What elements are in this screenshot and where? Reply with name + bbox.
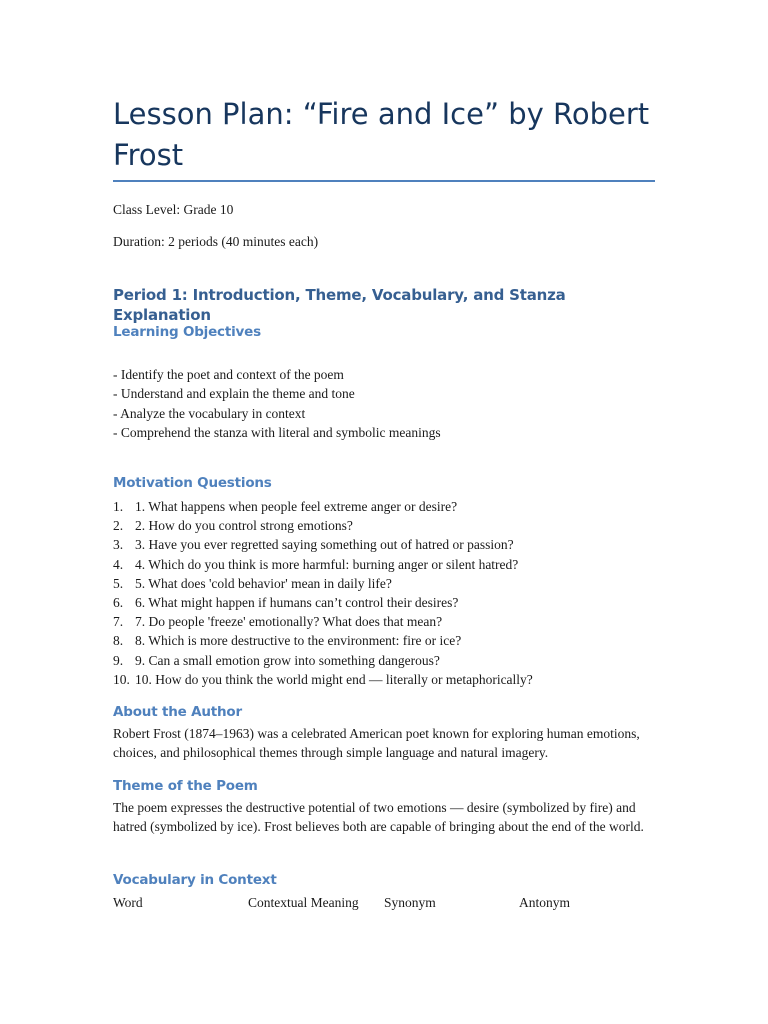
list-number: 10.	[113, 671, 130, 687]
list-item: - Understand and explain the theme and tone	[113, 386, 355, 402]
list-number: 7.	[113, 614, 124, 630]
question-text: 4. Which do you think is more harmful: burning anger or silent hatred?	[135, 556, 519, 572]
column-header-word: Word	[113, 895, 143, 910]
question-text: 2. How do you control strong emotions?	[135, 518, 353, 534]
title-underline	[113, 180, 655, 182]
list-number: 2.	[113, 518, 124, 534]
list-item	[113, 516, 533, 535]
list-item	[113, 535, 533, 554]
list-item	[113, 612, 533, 631]
question-text: 10. How do you think the world might end — literally or metaphorically?	[135, 671, 533, 687]
duration: Duration: 2 periods (40 minutes each)	[113, 234, 319, 249]
class-level: Class Level: Grade 10	[113, 202, 234, 217]
vocabulary-table-header	[113, 893, 658, 912]
list-item	[113, 497, 533, 516]
question-text: 8. Which is more destructive to the environment: fire or ice?	[135, 633, 462, 649]
question-text: 6. What might happen if humans can’t control their desires?	[135, 595, 459, 611]
objectives-list	[113, 365, 441, 442]
theme-paragraph: The poem expresses the destructive potential of two emotions — desire (symbolized by fire) and hatred (symbolized by ice). Frost believes both are capable of bringing about the end of the world.	[113, 800, 644, 834]
list-number: 6.	[113, 595, 124, 611]
list-item: - Comprehend the stanza with literal and symbolic meanings	[113, 424, 441, 440]
column-header-antonym: Antonym	[519, 895, 571, 910]
list-number: 5.	[113, 575, 124, 591]
author-paragraph: Robert Frost (1874–1963) was a celebrated American poet known for exploring human emotions, choices, and philosophical themes through simple language and natural imagery.	[113, 726, 640, 760]
list-item	[113, 651, 533, 670]
list-number: 4.	[113, 556, 124, 572]
column-header-synonym: Synonym	[384, 895, 436, 910]
question-text: 3. Have you ever regretted saying something out of hatred or passion?	[135, 537, 514, 553]
author-heading: About the Author	[113, 704, 242, 720]
question-text: 7. Do people 'freeze' emotionally? What does that mean?	[135, 614, 443, 630]
list-item	[113, 670, 533, 689]
objectives-heading: Learning Objectives	[113, 324, 261, 340]
list-number: 3.	[113, 537, 124, 553]
list-number: 1.	[113, 499, 124, 514]
motivation-heading: Motivation Questions	[113, 475, 272, 491]
question-text: 9. Can a small emotion grow into something dangerous?	[135, 652, 440, 668]
list-number: 9.	[113, 652, 124, 668]
list-number: 8.	[113, 633, 124, 649]
column-header-contextual-meaning: Contextual Meaning	[248, 895, 359, 910]
list-item	[113, 631, 533, 650]
motivation-questions-list	[113, 497, 533, 689]
list-item	[113, 574, 533, 593]
list-item	[113, 555, 533, 574]
list-item	[113, 593, 533, 612]
vocabulary-heading: Vocabulary in Context	[113, 872, 277, 888]
question-text: 5. What does 'cold behavior' mean in daily life?	[135, 575, 392, 591]
page-title: Lesson Plan: “Fire and Ice” by Robert Frost	[113, 97, 650, 172]
list-item: - Analyze the vocabulary in context	[113, 405, 306, 421]
question-text: 1. What happens when people feel extreme anger or desire?	[135, 499, 458, 514]
list-item: - Identify the poet and context of the poem	[113, 367, 344, 382]
theme-heading: Theme of the Poem	[113, 778, 258, 794]
period1-heading: Period 1: Introduction, Theme, Vocabulary, and Stanza Explanation	[113, 286, 566, 324]
